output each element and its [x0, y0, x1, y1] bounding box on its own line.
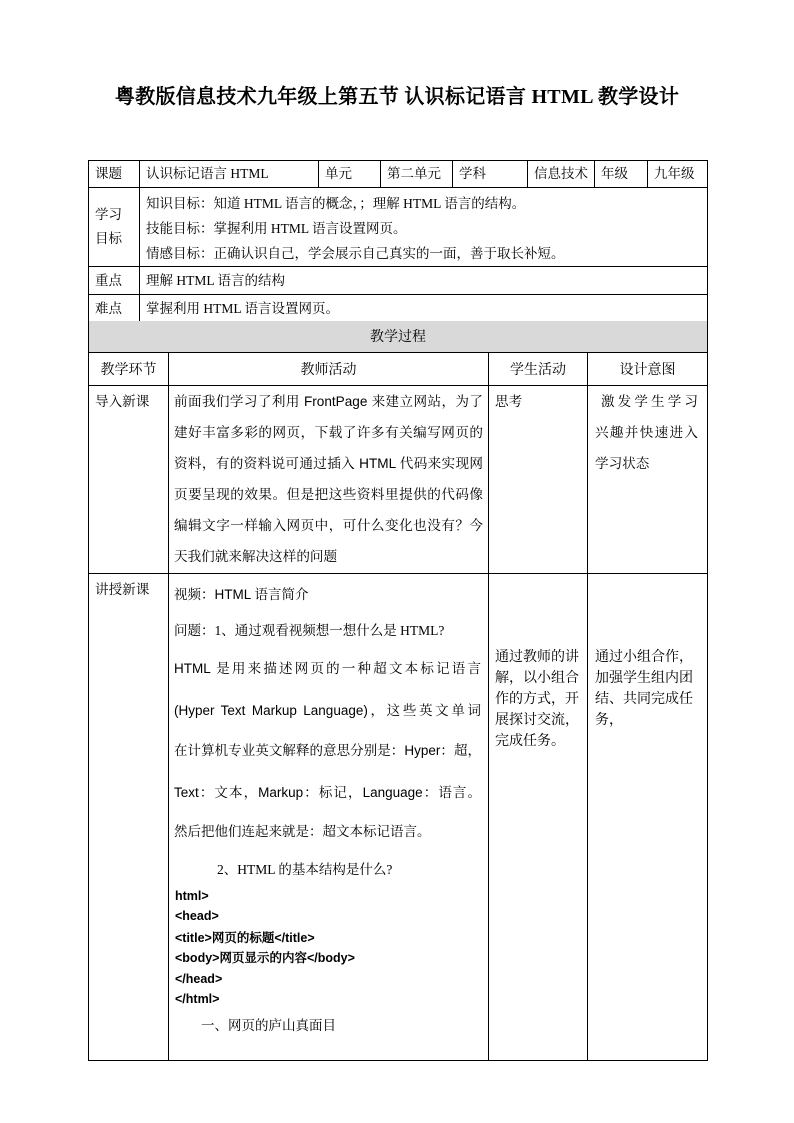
- key-point-row: [89, 267, 708, 295]
- document-title: 粤教版信息技术九年级上第五节 认识标记语言 HTML 教学设计: [114, 86, 680, 108]
- info-row: [89, 161, 708, 188]
- student-line: 完成任务。: [495, 731, 565, 748]
- teacher-question: 2、HTML 的基本结构是什么?: [217, 861, 393, 877]
- teacher-activity-body: [169, 574, 488, 1060]
- stage-row-intro: [89, 385, 708, 573]
- teacher-line: 然后把他们连起来就是：超文本标记语言。: [174, 823, 431, 839]
- header-stage: 教学环节: [89, 352, 169, 385]
- stage-row-new-lesson: [89, 573, 708, 1060]
- intent-line: 结、共同完成任: [595, 689, 693, 706]
- subject-label: 学科: [453, 161, 528, 188]
- key-point-text: 理解 HTML 语言的结构: [140, 267, 708, 295]
- teacher-line: 问题：1、通过观看视频想一想什么是 HTML?: [174, 622, 445, 638]
- intent-line: 务，: [595, 710, 623, 727]
- intent-line: 学习状态: [595, 455, 650, 471]
- student-line: 作的方式，开: [495, 689, 579, 706]
- section-subheading: 一、网页的庐山真面目: [201, 1017, 336, 1033]
- objective-skill: 技能目标：掌握利用 HTML 语言设置网页。: [146, 221, 407, 236]
- teaching-process-table: [88, 321, 708, 1061]
- key-point-label: 重点: [89, 267, 140, 295]
- teacher-line: 前面我们学习了利用 FrontPage 来建立网站，为了: [174, 393, 483, 409]
- teacher-activity: [169, 385, 489, 573]
- student-line: 通过教师的讲: [495, 647, 579, 664]
- objectives-label-cell: [89, 188, 140, 267]
- lesson-info-table: [88, 160, 708, 323]
- unit-value: 第二单元: [381, 161, 453, 188]
- teacher-line: 页要呈现的效果。但是把这些资料里提供的代码像: [174, 486, 483, 502]
- objectives-label: 学习目标: [95, 207, 122, 246]
- code-line: <head>: [175, 908, 219, 923]
- header-student: 学生活动: [489, 352, 588, 385]
- teacher-line: 建好丰富多彩的网页，下载了许多有关编写网页的: [174, 424, 483, 440]
- teacher-line: 视频：HTML 语言简介: [174, 586, 309, 602]
- intent-line: 加强学生组内团: [595, 668, 693, 685]
- code-line: <body>网页显示的内容</body>: [175, 950, 355, 965]
- grade-label: 年级: [595, 161, 648, 188]
- topic-label: 课题: [89, 161, 140, 188]
- design-intent: [588, 385, 708, 573]
- objectives-content: [140, 188, 708, 267]
- objective-knowledge: 知识目标：知道 HTML 语言的概念，；理解 HTML 语言的结构。: [146, 196, 526, 211]
- teacher-line: Text：文本，Markup：标记，Language：语言。: [174, 784, 481, 800]
- student-activity: [489, 385, 588, 573]
- student-line: 展探讨交流，: [495, 710, 579, 727]
- teacher-line: (Hyper Text Markup Language)，这些英文单词: [174, 702, 481, 718]
- stage-name: 导入新课: [89, 385, 169, 573]
- process-title-row: [89, 321, 708, 352]
- code-line: <title>网页的标题</title>: [175, 930, 315, 945]
- intent-line: 激发学生学习: [601, 393, 698, 409]
- teacher-line: HTML 是用来描述网页的一种超文本标记语言: [174, 660, 481, 676]
- header-intent: 设计意图: [588, 352, 708, 385]
- topic-value: 认识标记语言 HTML: [140, 161, 319, 188]
- process-header-row: [89, 352, 708, 385]
- objective-emotion: 情感目标：正确认识自己，学会展示自己真实的一面，善于取长补短。: [146, 246, 565, 261]
- intent-line: 通过小组合作，: [595, 647, 693, 664]
- code-line: </html>: [175, 991, 220, 1006]
- code-line: html>: [175, 888, 209, 903]
- stage-name: 讲授新课: [89, 573, 169, 1060]
- difficulty-row: [89, 295, 708, 323]
- student-line: 解，以小组合: [495, 668, 579, 685]
- difficulty-label: 难点: [89, 295, 140, 323]
- objectives-row: [89, 188, 708, 267]
- unit-label: 单元: [319, 161, 381, 188]
- teacher-line: 在计算机专业英文解释的意思分别是：Hyper：超，: [174, 742, 481, 758]
- subject-value: 信息技术: [528, 161, 595, 188]
- student-line: 思考: [495, 393, 523, 409]
- design-intent: [588, 573, 708, 1060]
- process-title: 教学过程: [89, 321, 708, 352]
- header-teacher: 教师活动: [169, 352, 489, 385]
- teacher-line: 编辑文字一样输入网页中，可什么变化也没有？今: [174, 517, 483, 533]
- teacher-line: 资料，有的资料说可通过插入 HTML 代码来实现网: [174, 455, 483, 471]
- code-line: </head>: [175, 971, 223, 986]
- teacher-activity: [169, 573, 489, 1060]
- intent-line: 兴趣并快速进入: [595, 424, 698, 440]
- difficulty-text: 掌握利用 HTML 语言设置网页。: [140, 295, 708, 323]
- teacher-line: 天我们就来解决这样的问题: [174, 548, 338, 564]
- grade-value: 九年级: [648, 161, 708, 188]
- student-activity: [489, 573, 588, 1060]
